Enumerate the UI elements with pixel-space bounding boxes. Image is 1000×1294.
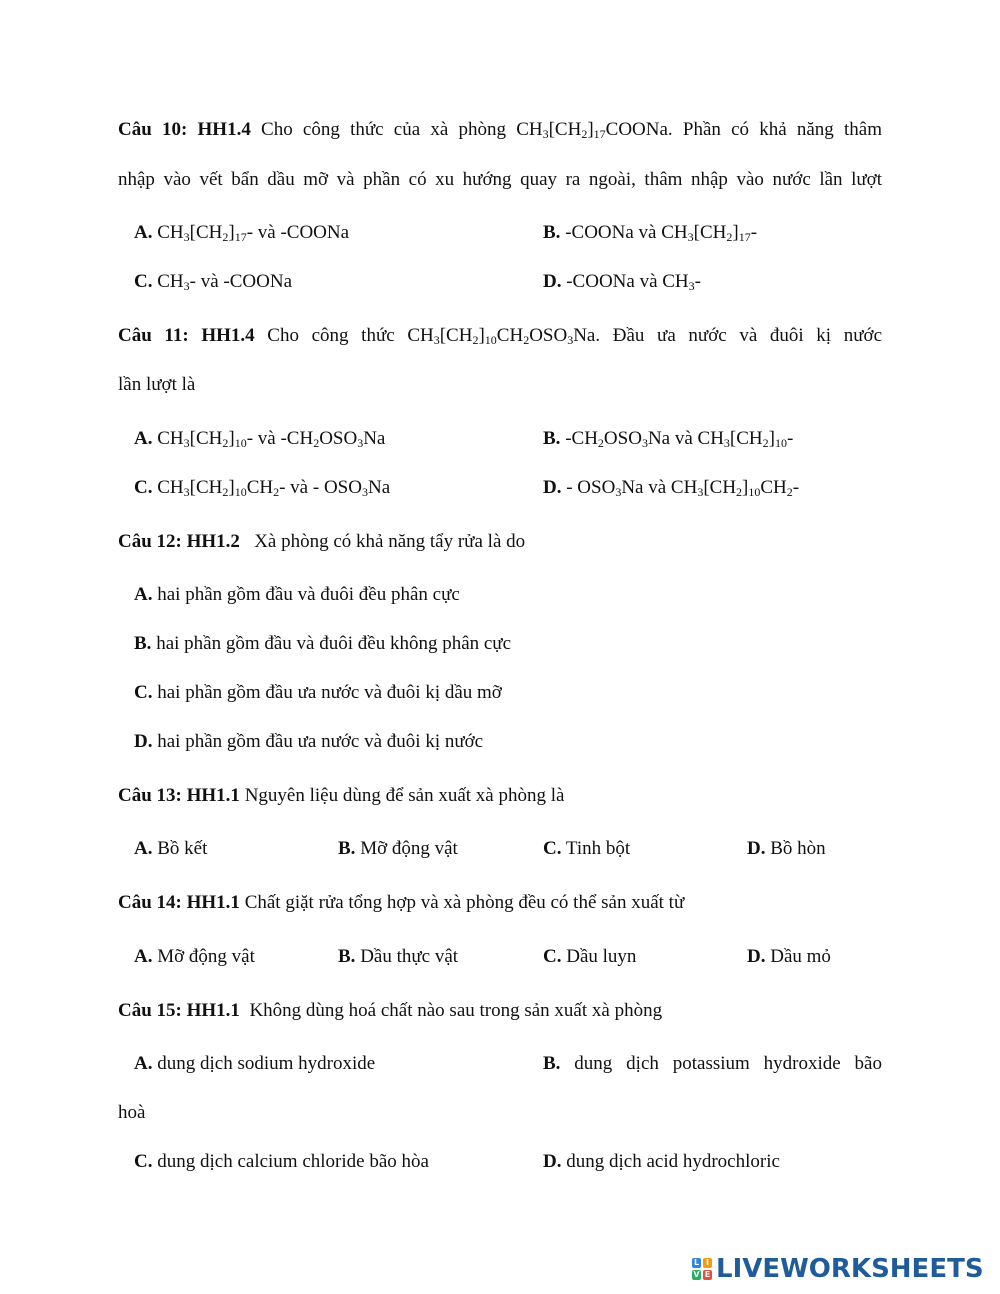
q15-label: Câu 15: HH1.1 [118,1000,240,1021]
q10-label: Câu 10: HH1.4 [118,119,251,140]
q11-option-c[interactable]: C. $CH_3[CH_2]_{10}CH_2-$ và - $OSO_3Na$ [134,477,391,499]
q10-option-c[interactable]: C. $CH_3-$ và -COONa [134,271,292,293]
q11-option-a[interactable]: A. $CH_3[CH_2]_{10}-$ và $-CH_2OSO_3Na$ [134,428,386,450]
q14-stem: Câu 14: HH1.1 Chất giặt rửa tổng hợp và xà phòng đều có thể sản xuất từ [118,892,685,913]
q10-option-a[interactable]: A. $CH_3[CH_2]_{17}-$ và -COONa [134,222,350,244]
q15-option-a[interactable]: A. dung dịch sodium hydroxide [134,1053,376,1074]
q15-option-b-wrap: hoà [118,1102,146,1123]
q13-option-d[interactable]: D. Bồ hòn [747,838,826,859]
q10-option-d[interactable]: D. -COONa và $CH_3-$ [543,271,701,293]
brand-name: LIVEWORKSHEETS [716,1254,984,1284]
q11-option-b[interactable]: B. $-CH_2OSO_3Na$ và $CH_3[CH_2]_{10}-$ [543,428,794,450]
q10-option-b[interactable]: B. -COONa và $CH_3[CH_2]_{17}-$ [543,222,758,244]
q15-stem: Câu 15: HH1.1 Không dùng hoá chất nào sau trong sản xuất xà phòng [118,1000,663,1021]
q12-label: Câu 12: HH1.2 [118,531,240,552]
q13-option-a[interactable]: A. Bồ kết [134,838,208,859]
q14-option-d[interactable]: D. Dầu mỏ [747,946,831,967]
q12-option-a[interactable]: A. hai phần gồm đầu và đuôi đều phân cực [134,584,460,605]
q13-option-b[interactable]: B. Mỡ động vật [338,838,458,859]
q11-label: Câu 11: HH1.4 [118,325,255,346]
q11-stem-line2: lần lượt là [118,374,196,395]
liveworksheets-logo [692,1252,984,1286]
q13-option-c[interactable]: C. Tinh bột [543,838,631,859]
q10-stem-line2: nhập vào vết bẩn dầu mỡ và phần có xu hướng quay ra ngoài, thâm nhập vào nước lần lượt [118,169,882,190]
q13-stem: Câu 13: HH1.1 Nguyên liệu dùng để sản xuất xà phòng là [118,785,565,806]
q14-option-a[interactable]: A. Mỡ động vật [134,946,255,967]
q11-stem-line1: Câu 11: HH1.4 Cho công thức $CH_3[CH_2]_{10}CH_2OSO_3Na$. Đầu ưa nước và đuôi kị nước [118,325,882,347]
q13-label: Câu 13: HH1.1 [118,785,240,806]
q11-option-d[interactable]: D. - $OSO_3Na$ và $CH_3[CH_2]_{10}CH_2-$ [543,477,800,499]
q14-option-c[interactable]: C. Dầu luyn [543,946,637,967]
q12-option-d[interactable]: D. hai phần gồm đầu ưa nước và đuôi kị nước [134,731,484,752]
logo-grid-icon: L I V E [693,1258,711,1279]
q12-stem: Câu 12: HH1.2 Xà phòng có khả năng tẩy rửa là do [118,531,526,552]
q15-option-b[interactable]: B. dung dịch potassium hydroxide bão [543,1053,882,1074]
q15-option-d[interactable]: D. dung dịch acid hydrochloric [543,1151,780,1172]
q14-label: Câu 14: HH1.1 [118,892,240,913]
q15-option-c[interactable]: C. dung dịch calcium chloride bão hòa [134,1151,429,1172]
q10-stem-line1: Câu 10: HH1.4 Cho công thức của xà phòng $CH_3[CH_2]_{17}COONa$. Phần có khả năng thâm [118,119,882,141]
q12-option-b[interactable]: B. hai phần gồm đầu và đuôi đều không phân cực [134,633,512,654]
q14-option-b[interactable]: B. Dầu thực vật [338,946,459,967]
q12-option-c[interactable]: C. hai phần gồm đầu ưa nước và đuôi kị dầu mỡ [134,682,502,703]
